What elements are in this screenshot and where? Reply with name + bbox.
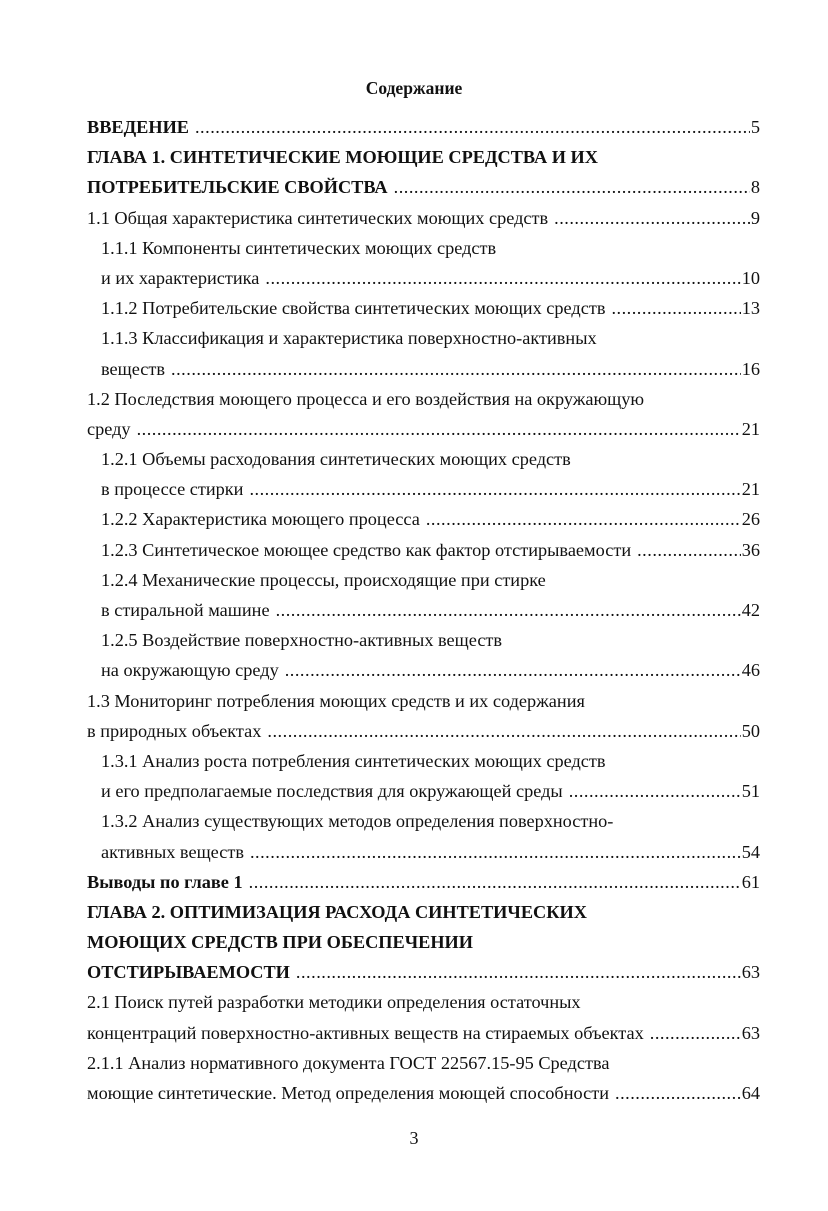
toc-entry-text: в природных объектах [87, 720, 262, 741]
dot-leader [265, 263, 740, 293]
toc-entry-1-1-2[interactable] [87, 293, 760, 323]
toc-page-number: 63 [741, 1022, 760, 1043]
toc-entry-text: 1.1.2 Потребительские свойства синтетических моющих средств [101, 298, 606, 319]
dot-leader [650, 1018, 741, 1048]
toc-page-number: 61 [741, 871, 760, 892]
toc-entry-1-2-3[interactable] [87, 535, 760, 565]
toc-entry-text: 1.1 Общая характеристика синтетических моющих средств [87, 207, 549, 228]
toc-entry-chapter-2[interactable] [87, 897, 760, 927]
toc-entry-2-1-1-cont[interactable] [87, 1078, 760, 1108]
toc-entry-1-3-2[interactable] [87, 806, 760, 836]
page-title: Содержание [365, 78, 463, 98]
toc-entry-text: ПОТРЕБИТЕЛЬСКИЕ СВОЙСТВА [87, 177, 388, 198]
toc-entry-1-2-5-cont[interactable] [87, 655, 760, 685]
toc-entry-text: и их характеристика [101, 267, 260, 288]
toc-entry-1-1-1-cont[interactable] [87, 263, 760, 293]
dot-leader [267, 716, 740, 746]
toc-entry-text: в процессе стирки [101, 479, 244, 500]
dot-leader [394, 172, 750, 202]
toc-page-number: 51 [741, 781, 760, 802]
toc-entry-1-1-3-cont[interactable] [87, 354, 760, 384]
toc-page-number: 9 [750, 207, 760, 228]
toc-entry-text: ГЛАВА 2. ОПТИМИЗАЦИЯ РАСХОДА СИНТЕТИЧЕСКИХ [87, 901, 587, 922]
toc-entry-text: 1.1.1 Компоненты синтетических моющих средств [101, 237, 497, 258]
toc-entry-text: и его предполагаемые последствия для окружающей среды [101, 781, 563, 802]
toc-page-number: 21 [741, 479, 760, 500]
toc-page-number: 21 [741, 418, 760, 439]
toc-entry-conclusions-1[interactable] [87, 867, 760, 897]
toc-page-number: 5 [750, 117, 760, 137]
dot-leader [569, 776, 741, 806]
toc-entry-1-2-4-cont[interactable] [87, 595, 760, 625]
toc-entry-1-2-2[interactable] [87, 504, 760, 534]
toc-entry-text: в стиральной машине [101, 600, 270, 620]
toc-entry-text: 1.2 Последствия моющего процесса и его воздействия на окружающую [87, 388, 645, 409]
toc-entry-1-2-4[interactable] [87, 565, 760, 595]
toc-entry-1-2-1[interactable] [87, 444, 760, 474]
toc-entry-1-2-cont[interactable] [87, 414, 760, 444]
toc-entry-text: 1.2.1 Объемы расходования синтетических моющих средств [101, 449, 571, 470]
toc-entry-text: ГЛАВА 1. СИНТЕТИЧЕСКИЕ МОЮЩИЕ СРЕДСТВА И ИХ [87, 147, 598, 168]
toc-entry-text: 1.2.2 Характеристика моющего процесса [101, 509, 420, 530]
toc-entry-1-3-1[interactable] [87, 746, 760, 776]
toc-entry-chapter-2-cont2[interactable] [87, 957, 760, 987]
toc-entry-text: 2.1.1 Анализ нормативного документа ГОСТ 22567.15-95 Средства [87, 1052, 610, 1073]
toc-entry-text: на окружающую среду [101, 660, 279, 681]
dot-leader [195, 112, 750, 142]
toc-entry-text: веществ [101, 358, 166, 379]
toc-page-number: 8 [750, 177, 760, 198]
toc-entry-text: 1.3 Мониторинг потребления моющих средств и их содержания [87, 690, 585, 711]
toc-entry-text: 1.3.2 Анализ существующих методов определения поверхностно- [101, 811, 614, 832]
toc-entry-chapter-1-cont[interactable] [87, 172, 760, 202]
dot-leader [276, 595, 741, 625]
toc-entry-2-1[interactable] [87, 987, 760, 1017]
toc-entry-text: концентраций поверхностно-активных веществ на стираемых объектах [87, 1022, 644, 1043]
toc-entry-1-2-5[interactable] [87, 625, 760, 655]
toc-page-number: 54 [741, 841, 760, 862]
toc-page-number: 10 [741, 267, 760, 288]
dot-leader [171, 354, 741, 384]
toc-entry-text: 2.1 Поиск путей разработки методики определения остаточных [87, 992, 581, 1013]
dot-leader [426, 504, 741, 534]
dot-leader [285, 655, 741, 685]
dot-leader [296, 957, 741, 987]
toc-entry-text: 1.2.5 Воздействие поверхностно-активных веществ [101, 630, 503, 651]
toc-entry-text: 1.3.1 Анализ роста потребления синтетических моющих средств [101, 750, 606, 771]
toc-page-number: 36 [741, 539, 760, 560]
toc-entry-2-1-1[interactable] [87, 1048, 760, 1078]
toc-page-number: 13 [741, 298, 760, 319]
toc-entry-text: Выводы по главе 1 [87, 871, 243, 892]
toc-entry-text: моющие синтетические. Метод определения моющей способности [87, 1083, 609, 1103]
toc-entry-text: ОТСТИРЫВАЕМОСТИ [87, 962, 290, 983]
dot-leader [137, 414, 741, 444]
toc-entry-text: 1.2.3 Синтетическое моющее средство как фактор отстирываемости [101, 539, 632, 560]
toc-page-number: 50 [741, 720, 760, 741]
dot-leader [249, 867, 741, 897]
dot-leader [637, 535, 741, 565]
toc-entry-text: активных веществ [101, 841, 244, 862]
toc-entry-1-3-2-cont[interactable] [87, 837, 760, 867]
toc-page-number: 63 [741, 962, 760, 983]
toc-page-number: 26 [741, 509, 760, 530]
toc-entry-1-1[interactable] [87, 203, 760, 233]
page-number: 3 [409, 1128, 419, 1148]
toc-entry-text: среду [87, 418, 131, 439]
dot-leader [554, 203, 750, 233]
toc-entry-text: 1.1.3 Классификация и характеристика поверхностно-активных [101, 328, 597, 349]
toc-entry-chapter-2-cont[interactable] [87, 927, 760, 957]
toc-entry-chapter-1[interactable] [87, 142, 760, 172]
table-of-contents [87, 112, 760, 1108]
dot-leader [611, 293, 740, 323]
toc-page-number: 64 [741, 1083, 760, 1103]
toc-entry-1-3[interactable] [87, 686, 760, 716]
toc-page-number: 46 [741, 660, 760, 681]
toc-page-number: 16 [741, 358, 760, 379]
dot-leader [615, 1078, 741, 1108]
toc-entry-1-3-1-cont[interactable] [87, 776, 760, 806]
toc-entry-1-1-1[interactable] [87, 233, 760, 263]
toc-entry-text: ВВЕДЕНИЕ [87, 117, 189, 137]
toc-entry-text: МОЮЩИХ СРЕДСТВ ПРИ ОБЕСПЕЧЕНИИ [87, 932, 473, 953]
toc-entry-1-1-3[interactable] [87, 323, 760, 353]
toc-entry-text: 1.2.4 Механические процессы, происходящие при стирке [101, 569, 546, 590]
toc-page-number: 42 [741, 600, 760, 620]
toc-entry-1-2[interactable] [87, 384, 760, 414]
dot-leader [250, 837, 741, 867]
toc-entry-introduction[interactable] [87, 112, 760, 142]
toc-entry-1-2-1-cont[interactable] [87, 474, 760, 504]
toc-entry-1-3-cont[interactable] [87, 716, 760, 746]
toc-entry-2-1-cont[interactable] [87, 1018, 760, 1048]
dot-leader [249, 474, 740, 504]
